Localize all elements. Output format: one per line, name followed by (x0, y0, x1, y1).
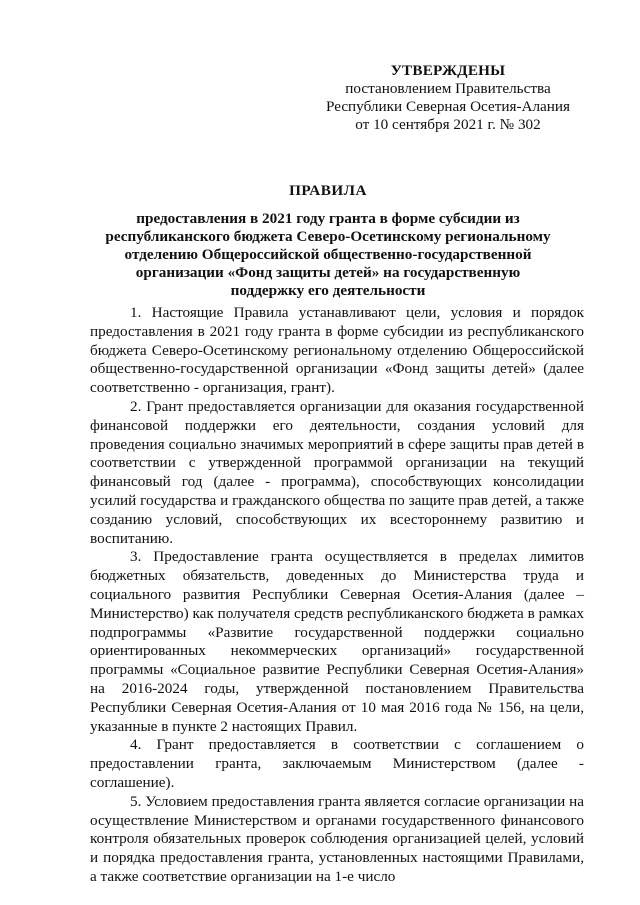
document-title: ПРАВИЛА (289, 182, 367, 199)
document-body (90, 304, 584, 887)
approval-stamp (318, 62, 578, 134)
paragraph-4: 4. Грант предоставляется в соответствии с соглашением о предоставлении гранта, заключаемым Министерством (далее - соглашение). (90, 736, 584, 791)
approval-line-2: Республики Северная Осетия-Алания (325, 98, 571, 115)
document-subtitle: предоставления в 2021 году гранта в форме субсидии из республиканского бюджета Северо-Осетинскому региональному отделению Общероссийской общественно-государственной организации «Фонд защиты детей» на государственную поддержку его деятельности (105, 210, 551, 299)
paragraph-5: 5. Условием предоставления гранта является согласие организации на осуществление Министерством и органами государственного финансового контроля обязательных проверок соблюдения организацией целей, условий и порядка предоставления гранта, установленных настоящими Правилами, а также соответствие организации на 1-е число (90, 792, 584, 885)
approval-title: УТВЕРЖДЕНЫ (390, 62, 506, 79)
paragraph-3: 3. Предоставление гранта осуществляется в пределах лимитов бюджетных обязательств, доведенных до Министерства труда и социального развития Республики Северная Осетия-Алания (далее – Министерство) как получателя средств республиканского бюджета в рамках подпрограммы «Развитие государственной поддержки социально ориентированных некоммерческих организаций» государственной программы «Социальное развитие Республики Северная Осетия-Алания» на 2016-2024 годы, утвержденной постановлением Правительства Республики Северная Осетия-Алания от 10 мая 2016 года № 156, на цели, указанные в пункте 2 настоящих Правил. (90, 548, 584, 735)
paragraph-1: 1. Настоящие Правила устанавливают цели, условия и порядок предоставления в 2021 году гранта в форме субсидии из республиканского бюджета Северо-Осетинскому региональному отделению Общероссийской общественно-государственной организации «Фонд защиты детей» (далее соответственно - организация, грант). (90, 304, 584, 397)
approval-line-3: от 10 сентября 2021 г. № 302 (355, 116, 541, 133)
paragraph-2: 2. Грант предоставляется организации для оказания государственной финансовой поддержки его деятельности, создания условий для проведения социально значимых мероприятий в сфере защиты прав детей в соответствии с утвержденной программой организации на текущий финансовый год (далее - программа), способствующих консолидации усилий государства и гражданского общества по защите прав детей, а также созданию условий, способствующих их всестороннему развитию и воспитанию. (90, 397, 584, 547)
approval-line-1: постановлением Правительства (345, 80, 551, 97)
document-title-block (100, 182, 556, 300)
